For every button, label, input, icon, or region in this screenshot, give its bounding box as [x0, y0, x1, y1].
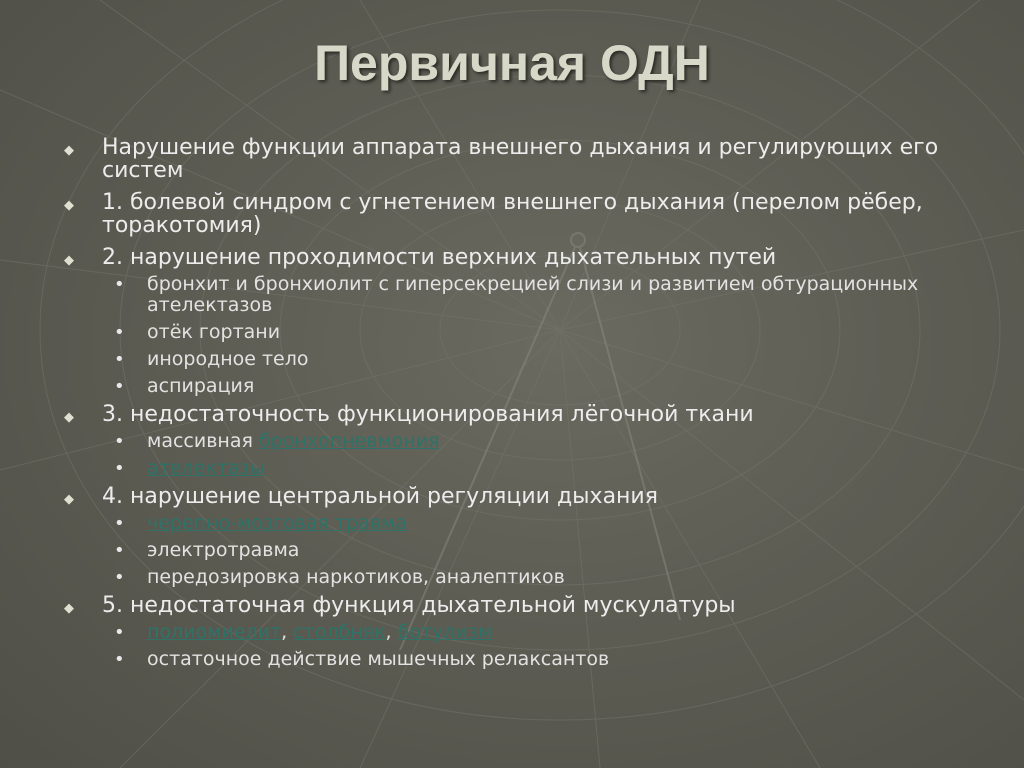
dot-bullet-icon: •	[114, 322, 125, 343]
dot-bullet-icon: •	[114, 431, 125, 452]
sub-bullet-text: аспирация	[147, 375, 255, 397]
sub-bullet-text: бронхит и бронхиолит с гиперсекрецией слизи и развитием обтурационных ателектазов	[147, 273, 919, 316]
sub-bullet-item	[62, 513, 962, 534]
link-tetanus[interactable]: столбняк	[293, 621, 386, 643]
sub-bullet-item	[62, 649, 962, 670]
diamond-bullet-icon: ◆	[64, 492, 74, 507]
dot-bullet-icon: •	[114, 513, 125, 534]
diamond-bullet-icon: ◆	[64, 601, 74, 616]
slide-body	[62, 136, 962, 676]
diamond-bullet-icon: ◆	[64, 410, 74, 425]
link-bronchopneumonia[interactable]: бронхопневмония	[258, 430, 440, 452]
bullet-item	[62, 246, 962, 269]
sub-bullet-item	[62, 274, 962, 316]
dot-bullet-icon: •	[114, 458, 125, 479]
dot-bullet-icon: •	[114, 274, 125, 295]
link-atelectasis[interactable]: ателектазы	[147, 457, 265, 479]
bullet-text: 2. нарушение проходимости верхних дыхательных путей	[102, 245, 777, 270]
sub-bullet-text: электротравма	[147, 539, 300, 561]
sub-bullet-text: передозировка наркотиков, аналептиков	[147, 566, 565, 588]
sub-bullet-item	[62, 431, 962, 452]
diamond-bullet-icon: ◆	[64, 253, 74, 268]
bullet-item	[62, 136, 962, 182]
bullet-item	[62, 594, 962, 617]
link-separator: ,	[385, 621, 398, 643]
sub-bullet-item	[62, 322, 962, 343]
sub-bullet-item	[62, 540, 962, 561]
link-poliomyelitis[interactable]: полиомиелит	[147, 621, 282, 643]
link-traumatic-brain-injury[interactable]: черепно-мозговая травма	[147, 512, 407, 534]
link-separator: ,	[281, 621, 294, 643]
diamond-bullet-icon: ◆	[64, 198, 74, 213]
link-botulism[interactable]: ботулизм	[397, 621, 493, 643]
dot-bullet-icon: •	[114, 376, 125, 397]
bullet-text: 4. нарушение центральной регуляции дыхания	[102, 484, 658, 509]
slide-title: Первичная ОДН	[314, 35, 710, 91]
dot-bullet-icon: •	[114, 567, 125, 588]
sub-bullet-text: остаточное действие мышечных релаксантов	[147, 648, 610, 670]
sub-bullet-text: отёк гортани	[147, 321, 281, 343]
bullet-item	[62, 403, 962, 426]
dot-bullet-icon: •	[114, 349, 125, 370]
bullet-item	[62, 191, 962, 237]
dot-bullet-icon: •	[114, 540, 125, 561]
bullet-item	[62, 485, 962, 508]
sub-bullet-item	[62, 458, 962, 479]
sub-bullet-text: инородное тело	[147, 348, 309, 370]
bullet-text: 5. недостаточная функция дыхательной мускулатуры	[102, 593, 736, 618]
bullet-text: 1. болевой синдром с угнетением внешнего дыхания (перелом рёбер, торакотомия)	[102, 190, 923, 238]
bullet-text: 3. недостаточность функционирования лёгочной ткани	[102, 402, 754, 427]
sub-bullet-item	[62, 567, 962, 588]
dot-bullet-icon: •	[114, 622, 125, 643]
bullet-text: Нарушение функции аппарата внешнего дыхания и регулирующих его систем	[102, 135, 939, 183]
sub-bullet-item	[62, 349, 962, 370]
sub-bullet-item	[62, 376, 962, 397]
diamond-bullet-icon: ◆	[64, 143, 74, 158]
dot-bullet-icon: •	[114, 649, 125, 670]
sub-bullet-item	[62, 622, 962, 643]
sub-bullet-text: массивная	[147, 430, 259, 452]
